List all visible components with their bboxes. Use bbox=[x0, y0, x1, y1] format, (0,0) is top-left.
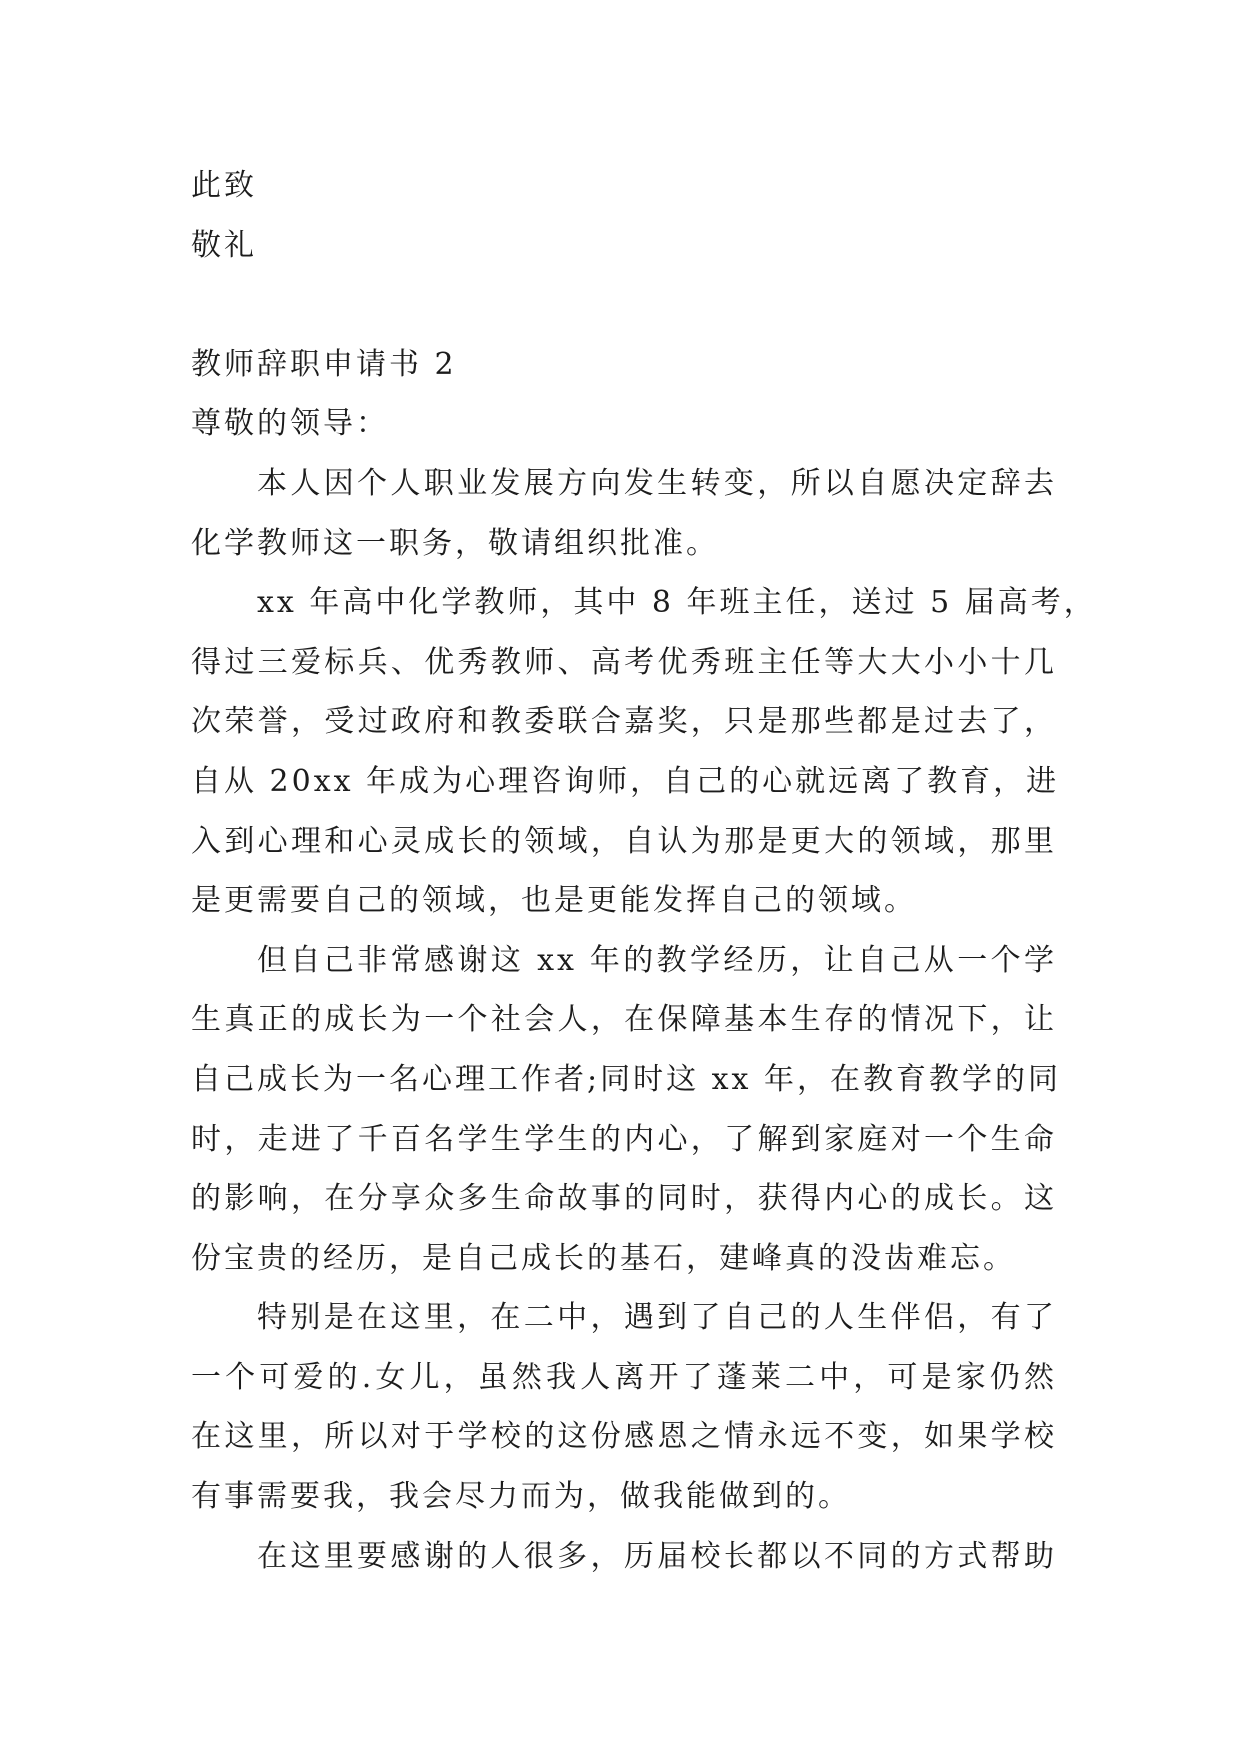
letter-title: 教师辞职申请书 2 bbox=[191, 346, 457, 382]
paragraph-line: 的影响，在分享众多生命故事的同时，获得内心的成长。这 bbox=[191, 1181, 1057, 1217]
paragraph-line: 在这里，所以对于学校的这份感恩之情永远不变，如果学校 bbox=[191, 1419, 1057, 1455]
paragraph-1 bbox=[191, 454, 1057, 573]
paragraph-3 bbox=[191, 931, 1062, 1289]
paragraph-line: 次荣誉，受过政府和教委联合嘉奖，只是那些都是过去了， bbox=[191, 704, 1057, 740]
salutation: 尊敬的领导： bbox=[191, 406, 389, 442]
paragraph-line: xx 年高中化学教师，其中 8 年班主任，送过 5 届高考， bbox=[257, 585, 1097, 621]
paragraph-line: 是更需要自己的领域，也是更能发挥自己的领域。 bbox=[191, 883, 917, 919]
paragraph-line: 一个可爱的.女儿，虽然我人离开了蓬莱二中，可是家仍然 bbox=[191, 1359, 1057, 1395]
paragraph-line: 化学教师这一职务，敬请组织批准。 bbox=[191, 525, 719, 561]
paragraph-line: 得过三爱标兵、优秀教师、高考优秀班主任等大大小小十几 bbox=[191, 644, 1057, 680]
paragraph-4 bbox=[191, 1288, 1057, 1526]
paragraph-5 bbox=[191, 1527, 1057, 1587]
document-body bbox=[191, 156, 1097, 1586]
paragraph-line: 生真正的成长为一个社会人，在保障基本生存的情况下，让 bbox=[191, 1002, 1057, 1038]
paragraph-line: 在这里要感谢的人很多，历届校长都以不同的方式帮助 bbox=[257, 1538, 1057, 1574]
paragraph-line: 份宝贵的经历，是自己成长的基石，建峰真的没齿难忘。 bbox=[191, 1240, 1016, 1276]
paragraph-line: 但自己非常感谢这 xx 年的教学经历，让自己从一个学 bbox=[257, 942, 1057, 978]
paragraph-line: 自己成长为一名心理工作者;同时这 xx 年，在教育教学的同 bbox=[191, 1061, 1062, 1097]
paragraph-line: 本人因个人职业发展方向发生转变，所以自愿决定辞去 bbox=[257, 465, 1057, 501]
paragraph-2 bbox=[191, 573, 1097, 931]
paragraph-line: 自从 20xx 年成为心理咨询师，自己的心就远离了教育，进 bbox=[191, 763, 1060, 799]
closing-line: 此致 bbox=[191, 168, 257, 203]
blank-line bbox=[191, 275, 1057, 335]
paragraph-line: 时，走进了千百名学生学生的内心，了解到家庭对一个生命 bbox=[191, 1121, 1057, 1157]
paragraph-line: 特别是在这里，在二中，遇到了自己的人生伴侣，有了 bbox=[257, 1300, 1057, 1336]
closing-salute: 敬礼 bbox=[191, 227, 257, 263]
paragraph-line: 有事需要我，我会尽力而为，做我能做到的。 bbox=[191, 1479, 851, 1515]
paragraph-line: 入到心理和心灵成长的领域，自认为那是更大的领域，那里 bbox=[191, 823, 1057, 859]
